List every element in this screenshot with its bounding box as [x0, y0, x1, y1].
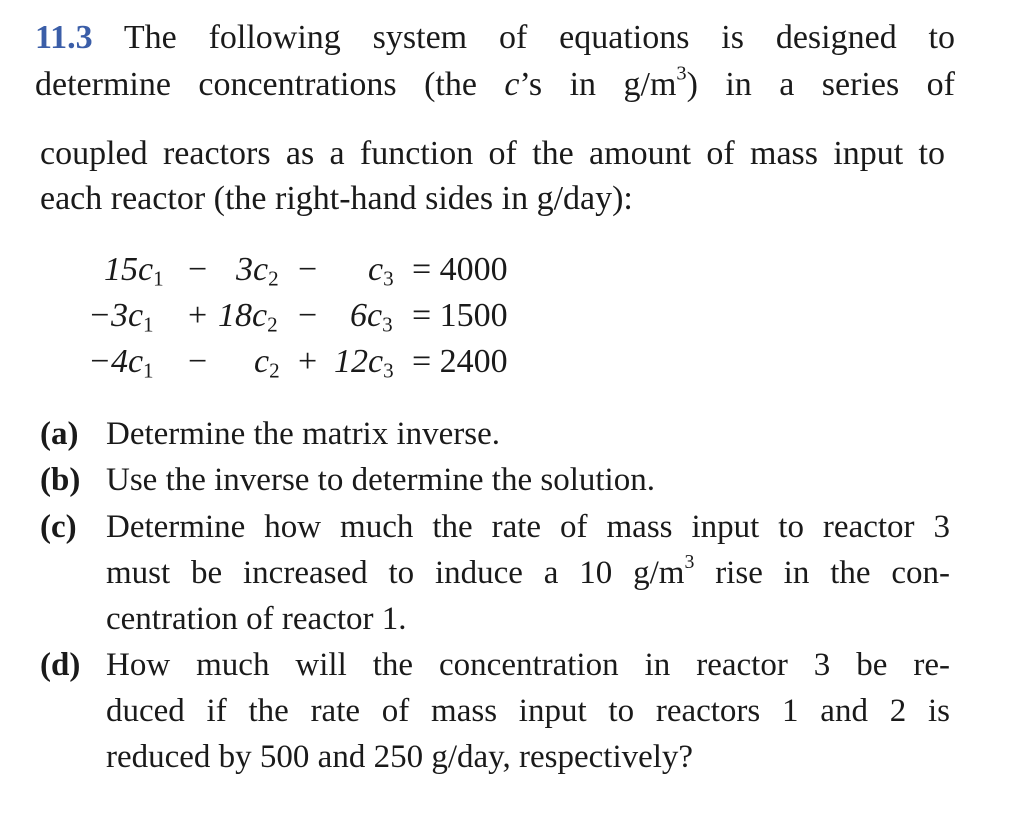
- intro-text-2c: ) in a series of: [686, 66, 955, 103]
- problem-number: 11.3: [35, 19, 93, 56]
- part-c-line-1: Determine how much the rate of mass input to reactor 3: [106, 509, 950, 545]
- intro-text-1: The following system of equations is designed to: [123, 19, 955, 56]
- part-d-text: [106, 642, 950, 780]
- part-d-line-3: reduced by 500 and 250 g/day, respectively?: [106, 739, 694, 775]
- c-variable: c: [504, 66, 520, 103]
- part-a: [40, 411, 950, 457]
- intro-text-2b: ’s in g/m: [519, 66, 677, 103]
- part-b-text: Use the inverse to determine the solution.: [106, 462, 655, 498]
- textbook-page: 11.3 The following system of equations is designed to determine concentrations (the c’s in $g/m^3$) in a series of coupled reactors as a function of the amount of mass input to each reactor (the right-hand sides in g/day): $15c_1$ − $3c_2$ − $c_3$ = 4000 $-3c_1$ + $18c_2$ − $6c_3$ = 1500 $-4c_1$ − $c_2$ + $12c_3$ = 2400 (a) Determine the matrix inverse. (b) Use the inverse to determine the solution. (c) Determine how much the rate of mass input to reactor 3 must be increased to induce a 10 $g/m^3$ rise in the con- centration of reactor 1. (d) How much will the concentration in reactor 3 be re- duced if the rate of mass input to reactors 1 and 2 is reduced by 500 and 250 g/day, respectively?: [0, 0, 1024, 822]
- part-c-label: (c): [40, 509, 77, 545]
- intro-line-4: each reactor (the right-hand sides in g/day):: [40, 180, 633, 217]
- part-c: [40, 504, 950, 642]
- part-d-line-1: How much will the concentration in reactor 3 be re-: [106, 647, 950, 683]
- intro-line-2: [35, 64, 955, 106]
- part-d-line-2: duced if the rate of mass input to reactors 1 and 2 is: [106, 693, 950, 729]
- part-d: [40, 642, 950, 780]
- part-d-label: (d): [40, 647, 81, 683]
- part-c-line-3: centration of reactor 1.: [106, 601, 407, 637]
- part-c-line-2: must be increased to induce a 10 $g/m^3$ rise in the con-: [106, 551, 950, 591]
- part-c-text: [106, 504, 950, 642]
- intro-line-1: [35, 17, 955, 59]
- part-b: [40, 457, 950, 503]
- intro-text-2a: determine concentrations (the: [35, 66, 505, 103]
- intro-line-3: coupled reactors as a function of the amount of mass input to: [40, 135, 945, 172]
- part-b-label: (b): [40, 462, 81, 498]
- part-a-label: (a): [40, 416, 79, 452]
- cube-superscript: 3: [676, 62, 687, 85]
- part-a-text: Determine the matrix inverse.: [106, 416, 501, 452]
